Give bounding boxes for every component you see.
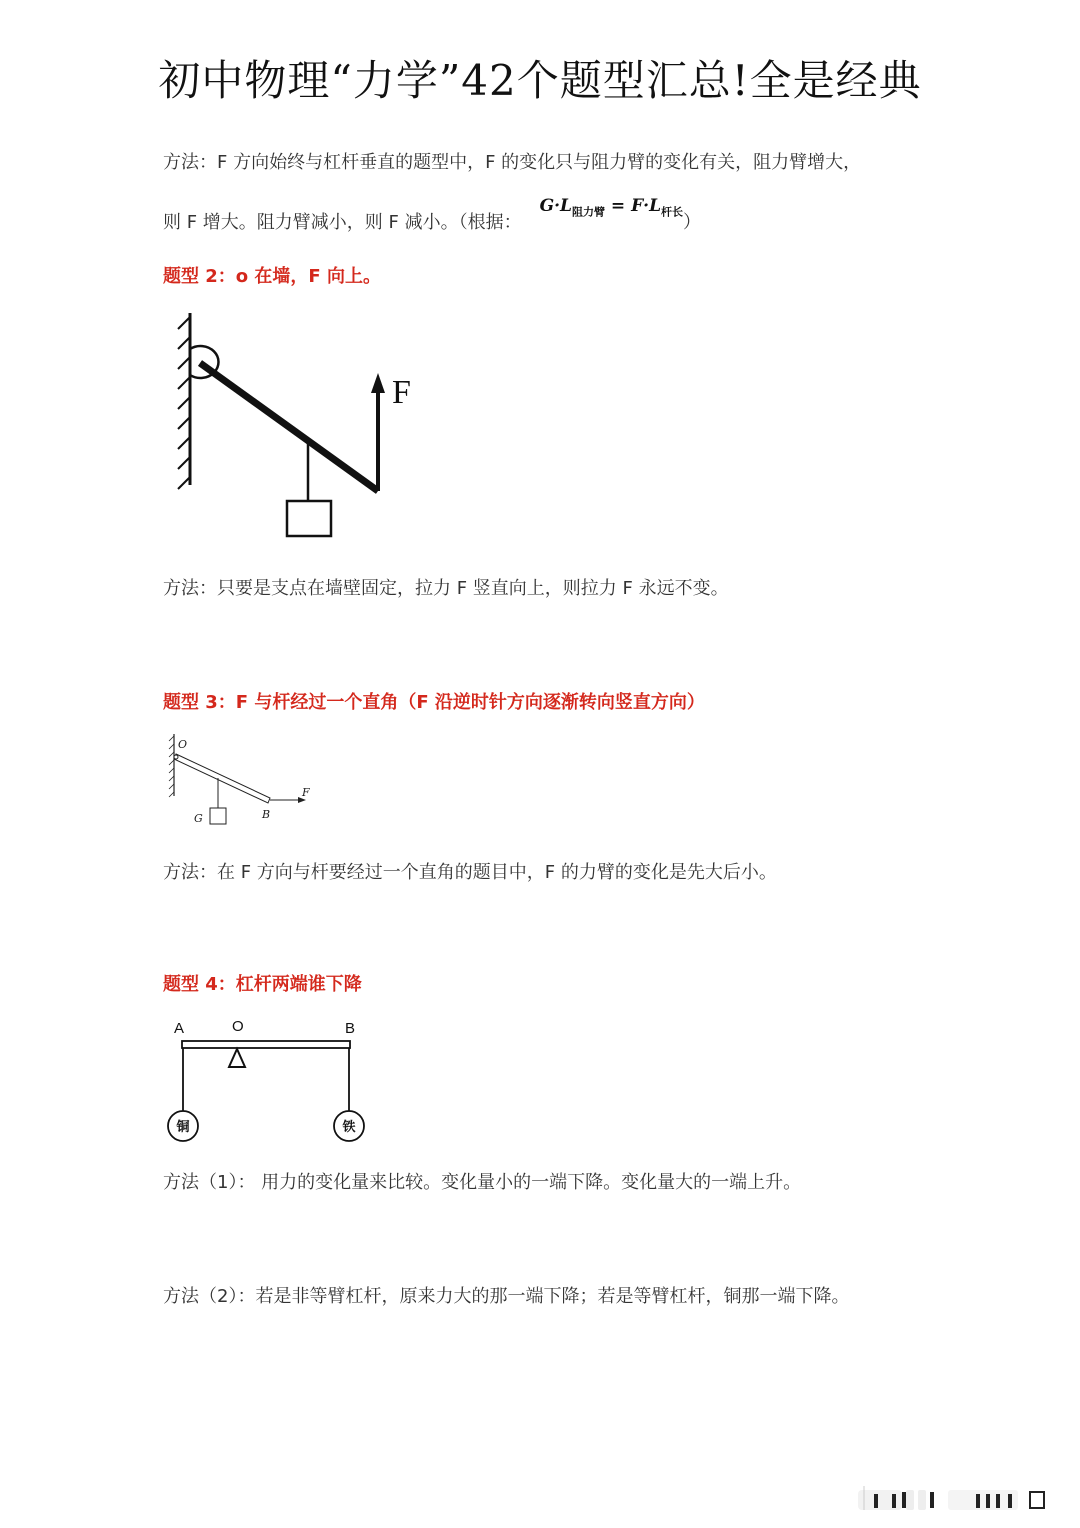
formula-g: G <box>539 196 555 216</box>
weight-block <box>210 808 226 824</box>
wall-hatching <box>169 736 174 797</box>
intro-line-2-close: ） <box>683 212 702 233</box>
formula-l-1: L <box>560 196 572 216</box>
footer-watermark-icon <box>858 1486 1058 1516</box>
formula-dot-2: · <box>643 196 650 216</box>
wall-hatching <box>178 317 190 489</box>
type-2-diagram <box>160 305 440 545</box>
force-label: F <box>392 374 411 411</box>
force-arrow-head <box>371 373 385 393</box>
lever-bar <box>182 1041 350 1048</box>
type-2-method: 方法：只要是支点在墙壁固定，拉力 F 竖直向上，则拉力 F 永远不变。 <box>163 578 729 599</box>
type-4-diagram <box>160 1015 390 1150</box>
formula-dot-1: · <box>554 196 561 216</box>
type-4-method-2: 方法（2）：若是非等臂杠杆，原来力大的那一端下降；若是等臂杠杆，铜那一端下降。 <box>163 1286 850 1307</box>
type-3-heading: 题型 3：F 与杆经过一个直角（F 沿逆时针方向逐渐转向竖直方向） <box>163 692 705 713</box>
formula-l-2: L <box>649 196 662 216</box>
type-3-diagram <box>160 730 340 830</box>
formula-equals: = <box>605 196 632 216</box>
type-4-method-1: 方法（1）： 用力的变化量来比较。变化量小的一端下降。变化量大的一端上升。 <box>163 1172 802 1193</box>
pivot-label-o: O <box>232 1018 244 1035</box>
type-3-method: 方法：在 F 方向与杆要经过一个直角的题目中，F 的力臂的变化是先大后小。 <box>163 862 777 883</box>
lever-rod <box>174 754 270 803</box>
end-label-b: B <box>262 808 271 821</box>
fulcrum-triangle <box>229 1049 245 1067</box>
intro-line-1: 方法：F 方向始终与杠杆垂直的题型中，F 的变化只与阻力臂的变化有关，阻力臂增大， <box>163 152 862 173</box>
lever-rod <box>200 363 378 491</box>
page-title: 初中物理“力学”42个题型汇总!全是经典 <box>158 56 922 105</box>
iron-ball-label: 铁 <box>342 1120 356 1135</box>
pivot-pin <box>174 755 178 759</box>
pivot-label-o: O <box>178 738 188 751</box>
intro-line-2-text: 则 F 增大。阻力臂减小，则 F 减小。（根据： <box>163 212 522 233</box>
formula-sub-rod-length: 杆长 <box>661 205 684 219</box>
type-4-heading: 题型 4：杠杆两端谁下降 <box>163 974 362 995</box>
formula-sub-resistance-arm: 阻力臂 <box>572 205 605 219</box>
force-label-f: F <box>302 786 310 799</box>
intro-line-2 <box>163 196 702 234</box>
type-2-heading: 题型 2：o 在墙，F 向上。 <box>163 266 381 287</box>
lever-formula <box>540 196 683 219</box>
end-label-a: A <box>174 1020 185 1037</box>
weight-block <box>287 501 331 536</box>
copper-ball-label: 铜 <box>176 1120 190 1135</box>
formula-f: F <box>631 196 644 216</box>
weight-label-g: G <box>194 812 203 825</box>
end-label-b: B <box>345 1020 356 1037</box>
